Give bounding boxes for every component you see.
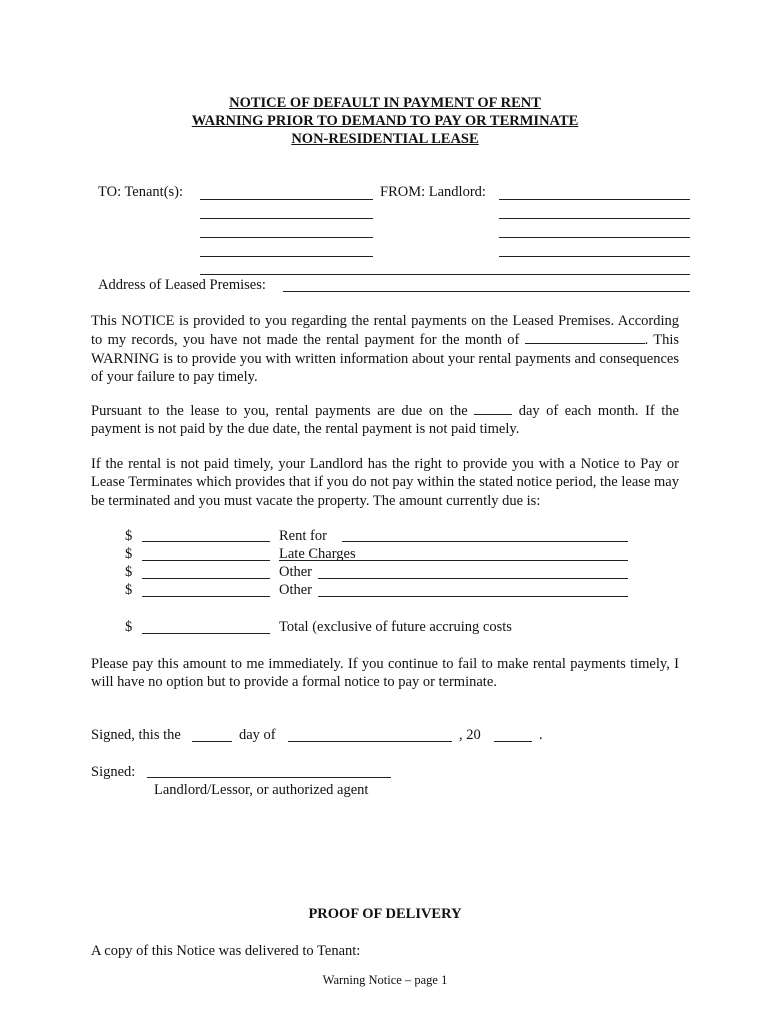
tenant-name-line-2[interactable] — [200, 218, 373, 219]
dollar-sign: $ — [125, 564, 133, 580]
rights-paragraph — [91, 455, 679, 510]
rent-for-label: Rent for — [279, 528, 327, 544]
other-label-1: Other — [279, 564, 313, 580]
late-charges-amount-line[interactable] — [142, 560, 270, 561]
signature-line[interactable] — [147, 777, 391, 778]
notice-title: NOTICE OF DEFAULT IN PAYMENT OF RENT — [229, 95, 541, 111]
late-charges-line[interactable] — [279, 560, 628, 561]
tenant-label: TO: Tenant(s): — [98, 184, 184, 200]
rights-text: If the rental is not paid timely, your Landlord has the right to provide you with a Notice to Pay or Lease Terminates which provides that if you do not pay within the stated notice period, the lease may be terminated and you must vacate the property. The amount currently due is: — [91, 456, 679, 509]
please-pay-paragraph — [91, 655, 679, 692]
landlord-name-line-1[interactable] — [499, 199, 690, 200]
address-label: Address of Leased Premises: — [98, 277, 266, 293]
delivery-copy-text: A copy of this Notice was delivered to Tenant: — [91, 943, 361, 959]
dollar-sign: $ — [125, 546, 133, 562]
notice-text-part1: This NOTICE is provided to you regarding the rental payments on the Leased Premises. According to my records, you have not made the rental payment for the month of — [91, 313, 679, 349]
landlord-name-line-2[interactable] — [499, 218, 690, 219]
other-line-2[interactable] — [318, 596, 628, 597]
notice-paragraph — [91, 312, 679, 386]
signed-month-line[interactable] — [288, 741, 452, 742]
dollar-sign: $ — [125, 528, 133, 544]
tenant-name-line-4[interactable] — [200, 256, 373, 257]
total-amount-line[interactable] — [142, 633, 270, 634]
dollar-sign: $ — [125, 582, 133, 598]
warning-subtitle: WARNING PRIOR TO DEMAND TO PAY OR TERMINATE — [191, 113, 579, 129]
address-line-1[interactable] — [200, 274, 690, 275]
landlord-name-line-4[interactable] — [499, 256, 690, 257]
lease-type-subtitle: NON-RESIDENTIAL LEASE — [291, 131, 479, 147]
other-amount-line-1[interactable] — [142, 578, 270, 579]
signer-caption: Landlord/Lessor, or authorized agent — [154, 782, 369, 798]
page-footer: Warning Notice – page 1 — [322, 973, 448, 987]
other-amount-line-2[interactable] — [142, 596, 270, 597]
month-blank[interactable] — [525, 330, 645, 344]
day-of-label: day of — [239, 727, 276, 743]
late-charges-label: Late Charges — [279, 546, 356, 562]
total-label: Total (exclusive of future accruing costs — [279, 619, 512, 635]
due-day-blank[interactable] — [474, 401, 512, 415]
rent-amount-line[interactable] — [142, 541, 270, 542]
tenant-name-line-1[interactable] — [200, 199, 373, 200]
signed-this-label: Signed, this the — [91, 727, 181, 743]
tenant-name-line-3[interactable] — [200, 237, 373, 238]
landlord-name-line-3[interactable] — [499, 237, 690, 238]
due-text-part2: day of each month. If the payment is not paid by the due date, the rental payment is not paid timely. — [91, 403, 679, 438]
signed-label: Signed: — [91, 764, 136, 780]
other-label-2: Other — [279, 582, 313, 598]
notice-text-part2: . This WARNING is to provide you with written information about your rental payments and consequences of your failure to pay timely. — [91, 332, 680, 385]
due-date-paragraph — [91, 401, 679, 439]
signed-day-line[interactable] — [192, 741, 232, 742]
address-line-2[interactable] — [283, 291, 690, 292]
landlord-label: FROM: Landlord: — [380, 184, 486, 200]
year-prefix-label: , 20 — [459, 727, 481, 743]
due-text-part1: Pursuant to the lease to you, rental payments are due on the — [91, 403, 468, 419]
please-pay-text: Please pay this amount to me immediately. If you continue to fail to make rental payments timely, I will have no option but to provide a formal notice to pay or terminate. — [91, 656, 679, 691]
proof-of-delivery-heading: PROOF OF DELIVERY — [308, 906, 462, 922]
date-period: . — [539, 727, 543, 743]
dollar-sign: $ — [125, 619, 133, 635]
other-line-1[interactable] — [318, 578, 628, 579]
rent-for-line[interactable] — [342, 541, 628, 542]
signed-year-line[interactable] — [494, 741, 532, 742]
